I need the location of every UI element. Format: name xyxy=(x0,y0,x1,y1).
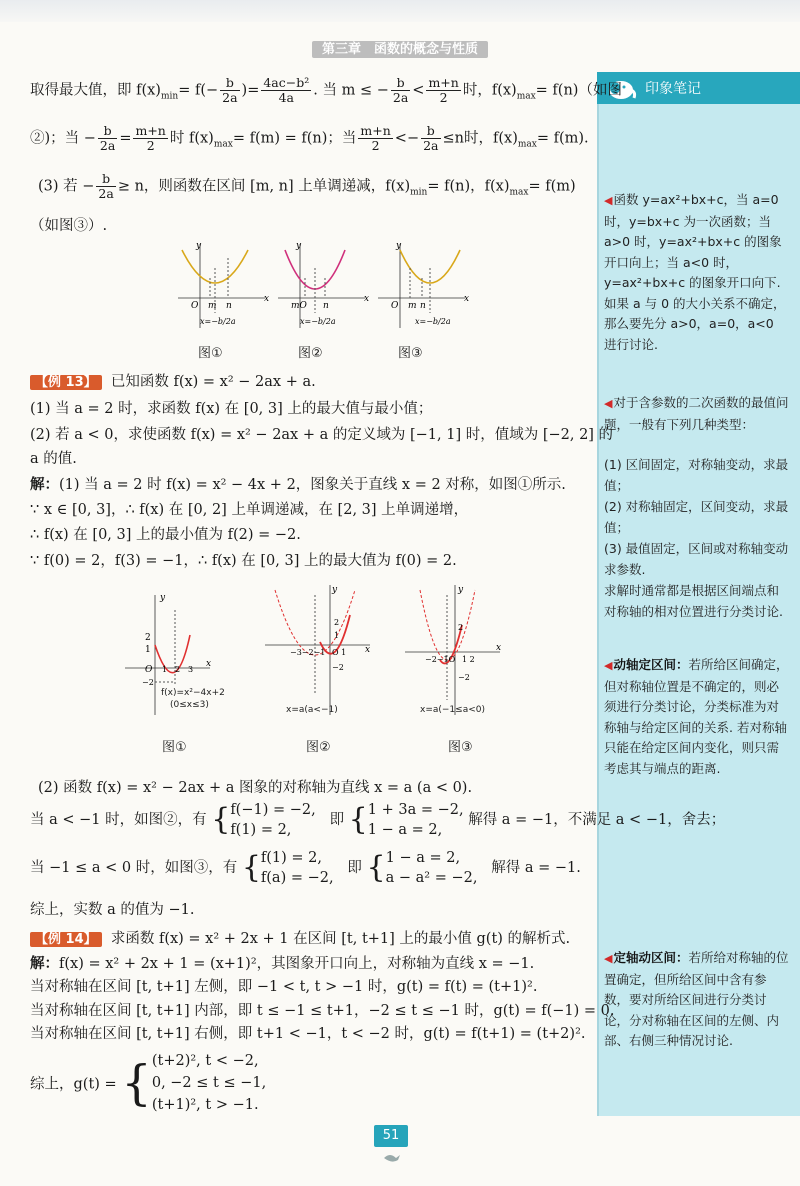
figure-2c xyxy=(400,580,510,720)
ex13-q2: (2) 若 a < 0，求使函数 f(x) = x² − 2ax + a 的定义域为 [−1, 1] 时，值域为 [−2, 2] 的 xyxy=(30,427,614,443)
caption-fig1a: 图① xyxy=(198,346,223,361)
svg-text:−2: −2 xyxy=(142,678,154,687)
example-13-title: 【例 13】 已知函数 f(x) = x² − 2ax + a. xyxy=(30,370,316,391)
svg-text:1: 1 xyxy=(334,631,340,640)
svg-text:1 2: 1 2 xyxy=(462,655,475,664)
svg-text:x: x xyxy=(264,294,270,304)
caption-fig2c: 图③ xyxy=(448,740,473,755)
text-line-1: 取得最大值，即 $f(x)_{min}= f(-$ $\frac{b}{2a}$ )= $\frac{\text{4ac−b²}}{4a}$ . 当 m ≤ − $\frac{b}{2a}$ < $\frac{m+n}{2}$ 时，$f(x)_{max}= f(n)$（如图 xyxy=(30,75,622,105)
graph3-caption: x=a(−1≤a<0) xyxy=(420,705,485,715)
ex13-conclusion: 综上，实数 a 的值为 −1. xyxy=(30,902,195,918)
svg-text:x: x xyxy=(365,645,371,655)
graph2-caption: x=a(a<−1) xyxy=(286,705,338,715)
svg-text:2: 2 xyxy=(334,618,340,627)
svg-text:2: 2 xyxy=(145,633,151,643)
note-5: (3) 最值固定，区间或对称轴变动求参数. xyxy=(604,541,789,577)
ex13-sol-7: 当 −1 ≤ a < 0 时，如图③，有 { f(1) = 2, f(a) = −2, 即 { 1 − a = 2, a − a² = −2, 解得 a = −1. xyxy=(30,850,581,886)
ex13-sol-1: 解：(1) 当 a = 2 时 f(x) = x² − 4x + 2，图象关于直线 x = 2 对称，如图①所示. xyxy=(30,476,566,493)
svg-text:−2: −2 xyxy=(332,663,344,672)
figure-1a xyxy=(170,238,270,333)
svg-text:y: y xyxy=(396,241,402,251)
note-7: ◀动轴定区间：若所给区间确定，但对称轴位置是不确定的，则必须进行分类讨论，分类标准为对称轴与给定区间的关系. 若对称轴只能在给定区间内变化，则只需考虑其与端点的距离. xyxy=(604,657,789,776)
text-line-3: (3) 若 − $\frac{b}{2a}$ ≥ n，则函数在区间 [m, n] 上单调递减，$f(x)_{min}= f(n)$，$f(x)_{max}= f(m)$ xyxy=(38,171,576,201)
page-number: 51 xyxy=(374,1125,408,1147)
triangle-icon: ◀ xyxy=(604,659,613,672)
ex14-sol-1: 解：f(x) = x² + 2x + 1 = (x+1)²，其图象开口向上，对称轴为直线 x = −1. xyxy=(30,955,535,972)
ex14-sol-2: 当对称轴在区间 [t, t+1] 左侧，即 −1 < t, t > −1 时，g(t) = f(t) = (t+1)². xyxy=(30,979,538,995)
graph1-domain: (0≤x≤3) xyxy=(170,700,209,710)
example-14-title: 【例 14】 求函数 f(x) = x² + 2x + 1 在区间 [t, t+1] 上的最小值 g(t) 的解析式. xyxy=(30,927,570,948)
svg-text:x: x xyxy=(496,643,502,653)
ex13-q2b: a 的值. xyxy=(30,451,77,467)
svg-text:m: m xyxy=(408,301,417,311)
triangle-icon: ◀ xyxy=(604,194,613,207)
svg-text:mO: mO xyxy=(291,301,307,311)
svg-text:m: m xyxy=(208,301,217,311)
caption-fig1c: 图③ xyxy=(398,346,423,361)
ex13-sol-4: ∵ f(0) = 2，f(3) = −1，∴ f(x) 在 [0, 3] 上的最大值为 f(0) = 2. xyxy=(30,553,457,569)
notes-header xyxy=(597,72,800,104)
ex13-q1: (1) 当 a = 2 时，求函数 f(x) 在 [0, 3] 上的最大值与最小值； xyxy=(30,401,433,417)
svg-text:3: 3 xyxy=(188,665,194,674)
svg-text:1: 1 xyxy=(162,665,168,674)
svg-text:O 1: O 1 xyxy=(332,648,347,657)
figure-2b xyxy=(260,580,380,720)
svg-text:O: O xyxy=(391,301,399,311)
ex14-sol-3: 当对称轴在区间 [t, t+1] 内部，即 t ≤ −1 ≤ t+1，−2 ≤ t ≤ −1 时，g(t) = f(−1) = 0. xyxy=(30,1003,615,1019)
caption-fig2a: 图① xyxy=(162,740,187,755)
caption-fig1b: 图② xyxy=(298,346,323,361)
ex13-sol-5: (2) 函数 f(x) = x² − 2ax + a 图象的对称轴为直线 x = a (a < 0). xyxy=(38,780,473,796)
svg-text:x: x xyxy=(464,294,470,304)
svg-text:n: n xyxy=(226,301,232,311)
svg-text:2: 2 xyxy=(175,665,181,674)
bird-icon xyxy=(382,1150,402,1164)
note-8: ◀定轴动区间：若所给对称轴的位置确定，但所给区间中含有参数，要对所给区间进行分类讨论，分对称轴在区间的左侧、内部、右侧三种情况讨论. xyxy=(604,950,789,1048)
svg-text:y: y xyxy=(160,593,166,603)
svg-text:x=−b/2a: x=−b/2a xyxy=(200,317,236,326)
svg-text:x=−b/2a: x=−b/2a xyxy=(415,317,451,326)
svg-text:x: x xyxy=(364,294,370,304)
notes-title: 印象笔记 xyxy=(645,81,701,97)
svg-text:−2−1O: −2−1O xyxy=(425,655,456,664)
note-3: (1) 区间固定，对称轴变动，求最值； xyxy=(604,457,789,493)
svg-text:x=−b/2a: x=−b/2a xyxy=(300,317,336,326)
note-6: 求解时通常都是根据区间端点和对称轴的相对位置进行分类讨论. xyxy=(604,583,783,619)
svg-text:n: n xyxy=(420,301,426,311)
caption-fig2b: 图② xyxy=(306,740,331,755)
svg-text:O: O xyxy=(145,665,153,675)
ex13-sol-3: ∴ f(x) 在 [0, 3] 上的最小值为 f(2) = −2. xyxy=(30,527,301,543)
svg-text:O: O xyxy=(191,301,199,311)
svg-text:−2: −2 xyxy=(458,673,470,682)
note-2: ◀对于含参数的二次函数的最值问题，一般有下列几种类型： xyxy=(604,395,789,432)
ex13-sol-6: 当 a < −1 时，如图②，有 { f(−1) = −2, f(1) = 2, 即 { 1 + 3a = −2, 1 − a = 2, 解得 a = −1，不满足 a < −1，舍去； xyxy=(30,802,726,838)
svg-text:y: y xyxy=(196,241,202,251)
figure-1c xyxy=(370,238,470,333)
svg-text:y: y xyxy=(458,585,464,595)
svg-text:2: 2 xyxy=(458,623,464,632)
svg-text:n: n xyxy=(323,301,329,311)
ex14-piecewise: 综上，g(t) = { (t+2)², t < −2, 0, −2 ≤ t ≤ −1, (t+1)², t > −1. xyxy=(30,1053,267,1113)
note-1: ◀函数 y=ax²+bx+c，当 a=0 时，y=bx+c 为一次函数；当 a>0 时，y=ax²+bx+c 的图象开口向上；当 a<0 时，y=ax²+bx+c 的图象开口向下. 如果 a 与 0 的大小关系不确定，那么要先分 a>0，a=0，a<0 进行讨论. xyxy=(604,192,786,352)
chapter-header: 第三章 函数的概念与性质 xyxy=(0,38,800,57)
ex14-sol-4: 当对称轴在区间 [t, t+1] 右侧，即 t+1 < −1，t < −2 时，g(t) = f(t+1) = (t+2)². xyxy=(30,1026,586,1042)
svg-text:y: y xyxy=(332,585,338,595)
graph1-func: f(x)=x²−4x+2 xyxy=(161,688,225,698)
triangle-icon: ◀ xyxy=(604,397,613,410)
svg-text:−3−2−1: −3−2−1 xyxy=(290,648,326,657)
text-line-4: （如图③）. xyxy=(30,218,108,234)
top-decoration xyxy=(0,0,800,22)
svg-text:x: x xyxy=(206,659,212,669)
triangle-icon: ◀ xyxy=(604,952,613,965)
ex13-sol-2: ∵ x ∈ [0, 3]，∴ f(x) 在 [0, 2] 上单调递减，在 [2, 3] 上单调递增， xyxy=(30,502,469,518)
svg-text:y: y xyxy=(296,241,302,251)
text-line-2: ②)；当 − $\frac{b}{2a}$ = $\frac{m+n}{2}$ 时 $f(x)_{max}= f(m) = f(n)$；当 $\frac{m+n}{2}$ <− $\frac{b}{2a}$ ≤n时，$f(x)_{max}= f(m)$. xyxy=(30,123,589,153)
note-4: (2) 对称轴固定，区间变动，求最值； xyxy=(604,499,789,535)
figure-1b xyxy=(270,238,370,333)
svg-text:1: 1 xyxy=(145,645,151,655)
